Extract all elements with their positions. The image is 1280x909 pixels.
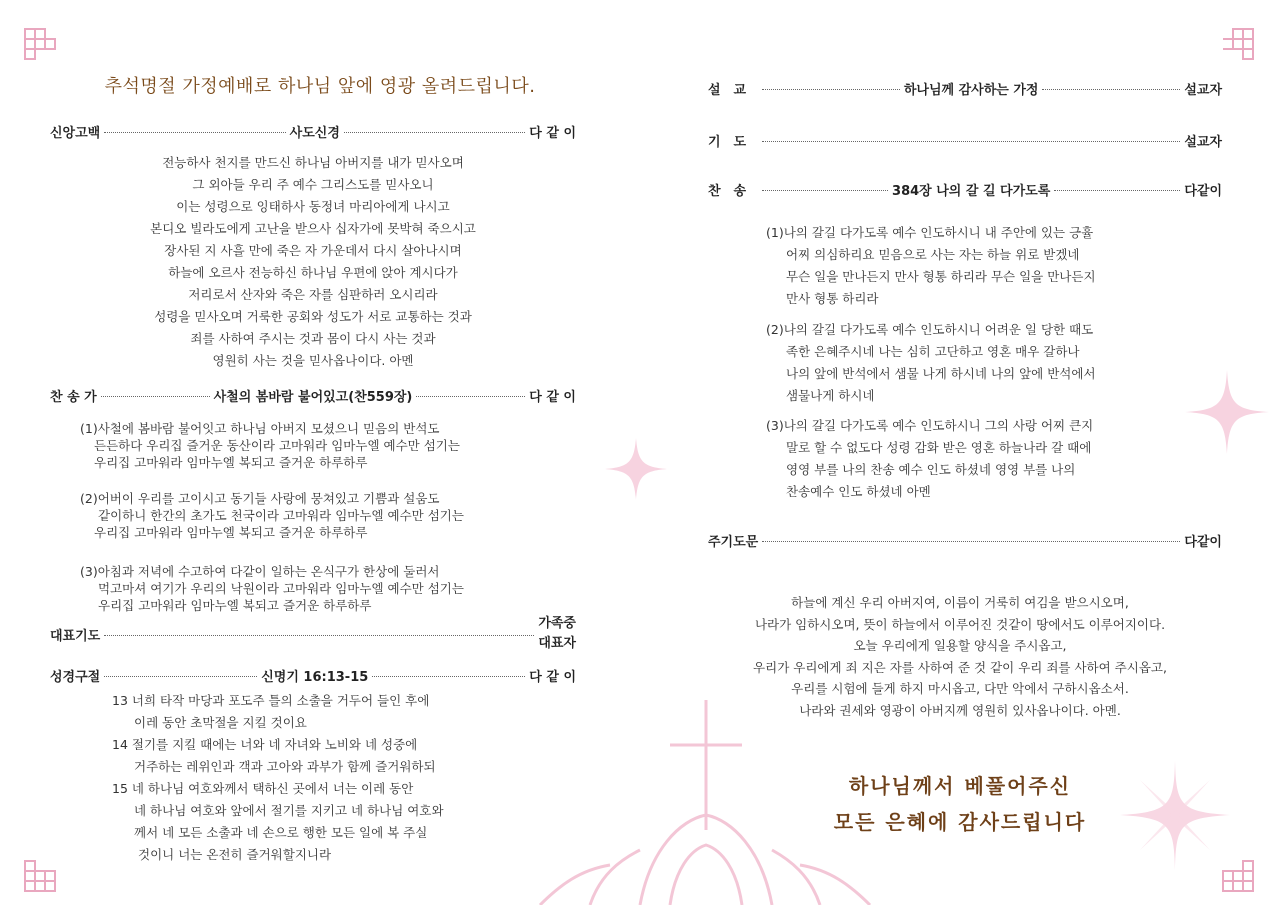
prayer-leader-line: 대표자 bbox=[538, 636, 576, 651]
scripture-line: 이레 동안 초막절을 지킬 것이요 bbox=[134, 715, 307, 730]
lords-prayer-label: 주기도문 bbox=[708, 535, 759, 550]
verse-line: 영영 부를 나의 찬송 예수 인도 하셨네 영영 부를 나의 bbox=[786, 462, 1076, 477]
verse-line: 무슨 일을 만나든지 만사 형통 하리라 무슨 일을 만나든지 bbox=[786, 269, 1096, 284]
creed-line: 본디오 빌라도에게 고난을 받으사 십자가에 못박혀 죽으시고 bbox=[150, 221, 476, 236]
leader-dots bbox=[344, 132, 525, 133]
sparkle-icon bbox=[1120, 760, 1230, 874]
creed-heading bbox=[50, 122, 576, 141]
scripture-text bbox=[112, 690, 444, 866]
verse-line: 족한 은혜주시네 나는 심히 고단하고 영혼 매우 갈하나 bbox=[786, 344, 1080, 359]
verse-line: 나의 앞에 반석에서 샘물 나게 하시네 나의 앞에 반석에서 bbox=[786, 366, 1096, 381]
creed-line: 성령을 믿사오며 거룩한 공회와 성도가 서로 교통하는 것과 bbox=[154, 309, 472, 324]
hymn-heading bbox=[50, 386, 576, 405]
scripture-label: 성경구절 bbox=[50, 670, 101, 685]
leader-dots bbox=[101, 396, 210, 397]
hymn2-leader: 다같이 bbox=[1184, 184, 1223, 199]
leader-dots bbox=[372, 676, 525, 677]
leader-dots bbox=[762, 141, 1180, 142]
hymn2-verse bbox=[766, 415, 1093, 503]
creed-line: 전능하사 천지를 만드신 하나님 아버지를 내가 믿사오며 bbox=[162, 155, 464, 170]
prayer-leader-line: 가족중 bbox=[538, 616, 576, 631]
sermon-heading bbox=[708, 79, 1222, 98]
hymn-leader: 다 같 이 bbox=[529, 390, 576, 405]
hymn2-label: 찬 송 bbox=[708, 184, 747, 199]
scripture-leader: 다 같 이 bbox=[529, 670, 577, 685]
verse-line: 먹고마셔 여기가 우리의 낙원이라 고마워라 임마누엘 예수만 섬기는 bbox=[98, 581, 464, 596]
verse-line: 우리집 고마워라 임마누엘 복되고 즐거운 하루하루 bbox=[98, 598, 372, 613]
leader-dots bbox=[1042, 89, 1180, 90]
grid-ornament-icon bbox=[1220, 26, 1256, 62]
leader-dots bbox=[104, 676, 257, 677]
left-page bbox=[0, 0, 640, 905]
verse-line: 든든하다 우리집 즐거운 동산이라 고마워라 임마누엘 예수만 섬기는 bbox=[94, 438, 460, 453]
verse-line: (1)사철에 봄바람 불어잇고 하나님 아버지 모셨으니 믿음의 반석도 bbox=[80, 421, 440, 436]
sparkle-icon bbox=[1185, 370, 1269, 458]
scripture-line: 14 절기를 지킬 때에는 너와 네 자녀와 노비와 네 성중에 bbox=[112, 737, 418, 752]
scripture-heading bbox=[50, 666, 576, 685]
leader-dots bbox=[762, 89, 900, 90]
prayer-line: 우리가 우리에게 죄 지은 자를 사하여 준 것 같이 우리 죄를 사하여 주시옵고, bbox=[753, 659, 1167, 675]
verse-line: 우리집 고마워라 임마누엘 복되고 즐거운 하루하루 bbox=[94, 455, 368, 470]
prayer-line: 우리를 시험에 들게 하지 마시옵고, 다만 악에서 구하시옵소서. bbox=[791, 681, 1129, 697]
prayer2-label: 기 도 bbox=[708, 135, 747, 150]
verse-line: 말로 할 수 없도다 성령 감화 받은 영혼 하늘나라 갈 때에 bbox=[786, 440, 1092, 455]
creed-line: 그 외아들 우리 주 예수 그리스도를 믿사오니 bbox=[192, 177, 434, 192]
scripture-line: 거주하는 레위인과 객과 고아와 과부가 함께 즐거워하되 bbox=[134, 759, 436, 774]
hymn-verse bbox=[80, 563, 464, 614]
scripture-reference: 신명기 16:13-15 bbox=[261, 670, 369, 685]
hymn2-title: 384장 나의 갈 길 다가도록 bbox=[892, 184, 1051, 199]
verse-line: 어찌 의심하리요 믿음으로 사는 자는 하늘 위로 받겠네 bbox=[786, 247, 1080, 262]
verse-line: 같이하니 한간의 초가도 천국이라 고마워라 임마누엘 예수만 섬기는 bbox=[98, 508, 464, 523]
lords-prayer-leader: 다같이 bbox=[1184, 535, 1222, 550]
sermon-label: 설 교 bbox=[708, 83, 747, 98]
prayer-line: 하늘에 계신 우리 아버지여, 이름이 거룩히 여김을 받으시오며, bbox=[791, 595, 1129, 610]
prayer-line: 나라가 임하시오며, 뜻이 하늘에서 이루어진 것같이 땅에서도 이루어지이다. bbox=[754, 616, 1166, 632]
leader-dots bbox=[762, 541, 1180, 542]
grid-ornament-icon bbox=[22, 858, 58, 894]
creed-label: 신앙고백 bbox=[50, 126, 101, 141]
closing-line: 하나님께서 베풀어주신 bbox=[848, 774, 1072, 798]
prayer-heading bbox=[50, 614, 576, 654]
scripture-line: 것이니 너는 온전히 즐거워할지니라 bbox=[138, 847, 332, 862]
verse-line: (3)아침과 저녁에 수고하여 다같이 일하는 온식구가 한상에 둘러서 bbox=[80, 564, 440, 579]
creed-line: 장사된 지 사흘 만에 죽은 자 가운데서 다시 살아나시며 bbox=[164, 243, 462, 258]
prayer-line: 나라와 권세와 영광이 아버지께 영원히 있사옵나이다. 아멘. bbox=[799, 702, 1121, 718]
creed-line: 하늘에 오르사 전능하신 하나님 우편에 앉아 계시다가 bbox=[168, 265, 458, 280]
leader-dots bbox=[1054, 190, 1180, 191]
hymn-title: 사철의 봄바람 불어있고(찬559장) bbox=[213, 390, 413, 405]
creed-line: 이는 성령으로 잉태하사 동정녀 마리아에게 나시고 bbox=[176, 199, 450, 214]
lords-prayer-heading bbox=[708, 531, 1222, 550]
leader-dots bbox=[762, 190, 888, 191]
prayer2-leader: 설교자 bbox=[1184, 135, 1222, 150]
hymn-verse bbox=[80, 420, 460, 471]
prayer2-heading bbox=[708, 131, 1222, 150]
leader-dots bbox=[416, 396, 525, 397]
hymn-verse bbox=[80, 490, 464, 541]
creed-line: 죄를 사하여 주시는 것과 몸이 다시 사는 것과 bbox=[190, 331, 436, 346]
verse-line: (2)어버이 우리를 고이시고 동기들 사랑에 뭉쳐있고 기쁨과 설움도 bbox=[80, 491, 440, 506]
hymn2-heading bbox=[708, 180, 1222, 199]
verse-line: (1)나의 갈길 다가도록 예수 인도하시니 내 주안에 있는 긍휼 bbox=[766, 225, 1094, 240]
scripture-line: 께서 네 모든 소출과 네 손으로 행한 모든 일에 복 주실 bbox=[134, 825, 428, 840]
scripture-line: 15 네 하나님 여호와께서 택하신 곳에서 너는 이레 동안 bbox=[112, 781, 414, 796]
sermon-leader: 설교자 bbox=[1184, 83, 1223, 98]
hymn-label: 찬 송 가 bbox=[50, 390, 97, 405]
verse-line: (2)나의 갈길 다가도록 예수 인도하시니 어려운 일 당한 때도 bbox=[766, 322, 1094, 337]
hymn2-verse bbox=[766, 222, 1096, 310]
verse-line: (3)나의 갈길 다가도록 예수 인도하시니 그의 사랑 어찌 큰지 bbox=[766, 418, 1094, 433]
verse-line: 샘물나게 하시네 bbox=[786, 388, 875, 403]
prayer-line: 오늘 우리에게 일용할 양식을 주시옵고, bbox=[853, 638, 1067, 654]
grid-ornament-icon bbox=[22, 26, 58, 62]
verse-line: 찬송예수 인도 하셨네 아멘 bbox=[786, 484, 931, 499]
page-title: 추석명절 가정예배로 하나님 앞에 영광 올려드립니다. bbox=[104, 76, 536, 97]
prayer-label: 대표기도 bbox=[50, 628, 101, 644]
leader-dots bbox=[104, 635, 534, 636]
creed-line: 영원히 사는 것을 믿사옵나이다. 아멘 bbox=[212, 353, 414, 368]
sermon-title: 하나님께 감사하는 가정 bbox=[903, 83, 1039, 98]
prayer-leader bbox=[538, 614, 576, 654]
creed-text bbox=[50, 152, 576, 372]
creed-line: 저리로서 산자와 죽은 자를 심판하러 오시리라 bbox=[188, 287, 438, 302]
closing-line: 모든 은혜에 감사드립니다 bbox=[833, 810, 1087, 834]
creed-leader: 다 같 이 bbox=[529, 126, 577, 141]
verse-line: 만사 형통 하리라 bbox=[786, 291, 879, 306]
hymn2-verse bbox=[766, 319, 1096, 407]
scripture-line: 네 하나님 여호와 앞에서 절기를 지키고 네 하나님 여호와 bbox=[134, 803, 444, 818]
verse-line: 우리집 고마워라 임마누엘 복되고 즐거운 하루하루 bbox=[94, 525, 368, 540]
leader-dots bbox=[104, 132, 285, 133]
scripture-line: 13 너희 타작 마당과 포도주 틀의 소출을 거두어 들인 후에 bbox=[112, 693, 430, 708]
right-page bbox=[640, 0, 1280, 905]
lords-prayer-text bbox=[640, 592, 1280, 722]
creed-title: 사도신경 bbox=[289, 126, 340, 141]
